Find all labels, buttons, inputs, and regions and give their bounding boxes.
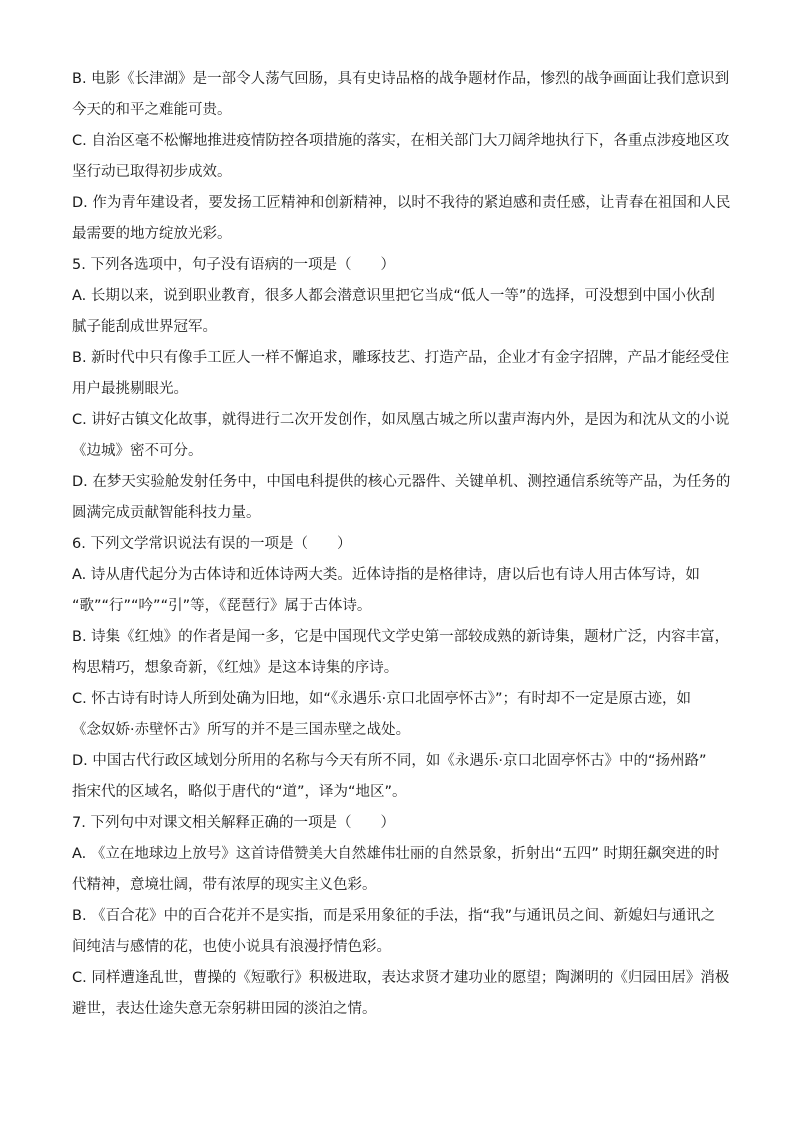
q5-option-c-line-2: 《边城》密不可分。 [72,443,203,459]
question-6-stem: 6. 下列文学常识说法有误的一项是（ ） [72,536,352,552]
q7-option-a-line-2: 代精神，意境壮阔，带有浓厚的现实主义色彩。 [72,877,377,893]
q5-option-a-line-1: A. 长期以来，说到职业教育，很多人都会潜意识里把它当成“低人一等”的选择，可没想到中国小伙刮 [72,288,715,304]
q5-option-d-line-1: D. 在梦天实验舱发射任务中，中国电科提供的核心元器件、关键单机、测控通信系统等产品，为任务的 [72,474,731,490]
q7-option-c-line-1: C. 同样遭逢乱世，曹操的《短歌行》积极进取，表达求贤才建功业的愿望；陶渊明的《归园田居》消极 [72,970,730,986]
q6-option-a-line-2: “歌”“行”“吟”“引”等，《琵琶行》属于古体诗。 [72,598,372,614]
q5-option-a-line-2: 腻子能刮成世界冠军。 [72,319,217,335]
question-5-stem: 5. 下列各选项中，句子没有语病的一项是（ ） [72,257,395,273]
q7-option-b-line-1: B. 《百合花》中的百合花并不是实指，而是采用象征的手法，指“我”与通讯员之间、新媳妇与通讯之 [72,908,716,924]
q6-option-d-line-1: D. 中国古代行政区域划分所用的名称与今天有所不同，如《永遇乐·京口北固亭怀古》中的“扬州路” [72,753,707,769]
q7-option-b-line-2: 间纯洁与感情的花，也使小说具有浪漫抒情色彩。 [72,939,391,955]
option-d-line-1: D. 作为青年建设者，要发扬工匠精神和创新精神，以时不我待的紧迫感和责任感，让青春在祖国和人民 [72,195,731,211]
q6-option-c-line-2: 《念奴娇·赤壁怀古》所写的并不是三国赤壁之战处。 [72,722,411,738]
option-c-line-1: C. 自治区毫不松懈地推进疫情防控各项措施的落实，在相关部门大刀阔斧地执行下，各重点涉疫地区攻 [72,133,730,149]
q6-option-c-line-1: C. 怀古诗有时诗人所到处确为旧地，如“《永遇乐·京口北固亭怀古》”；有时却不一定是原古迹，如 [72,691,691,707]
q6-option-a-line-1: A. 诗从唐代起分为古体诗和近体诗两大类。近体诗指的是格律诗，唐以后也有诗人用古体写诗，如 [72,567,700,583]
q5-option-d-line-2: 圆满完成贡献智能科技力量。 [72,505,261,521]
q6-option-d-line-2: 指宋代的区域名，略似于唐代的“道”，译为“地区”。 [72,784,407,800]
option-b-line-1: B. 电影《长津湖》是一部令人荡气回肠，具有史诗品格的战争题材作品，惨烈的战争画面让我们意识到 [72,71,730,87]
q5-option-b-line-2: 用户最挑剔眼光。 [72,381,188,397]
q6-option-b-line-1: B. 诗集《红烛》的作者是闻一多，它是中国现代文学史第一部较成熟的新诗集，题材广泛，内容丰富， [72,629,730,645]
option-c-line-2: 坚行动已取得初步成效。 [72,164,232,180]
q7-option-a-line-1: A. 《立在地球边上放号》这首诗借赞美大自然雄伟壮丽的自然景象，折射出“五四” 时期狂飙突进的时 [72,846,720,862]
document-page [72,64,731,1025]
q6-option-b-line-2: 构思精巧，想象奇新，《红烛》是这本诗集的序诗。 [72,660,399,676]
q5-option-c-line-1: C. 讲好古镇文化故事，就得进行二次开发创作，如凤凰古城之所以蜚声海内外，是因为和沈从文的小说 [72,412,730,428]
option-d-line-2: 最需要的地方绽放光彩。 [72,226,232,242]
q7-option-c-line-2: 避世，表达仕途失意无奈躬耕田园的淡泊之情。 [72,1001,377,1017]
option-b-line-2: 今天的和平之难能可贵。 [72,102,232,118]
question-7-stem: 7. 下列句中对课文相关解释正确的一项是（ ） [72,815,395,831]
q5-option-b-line-1: B. 新时代中只有像手工匠人一样不懈追求，雕琢技艺、打造产品，企业才有金字招牌，产品才能经受住 [72,350,730,366]
